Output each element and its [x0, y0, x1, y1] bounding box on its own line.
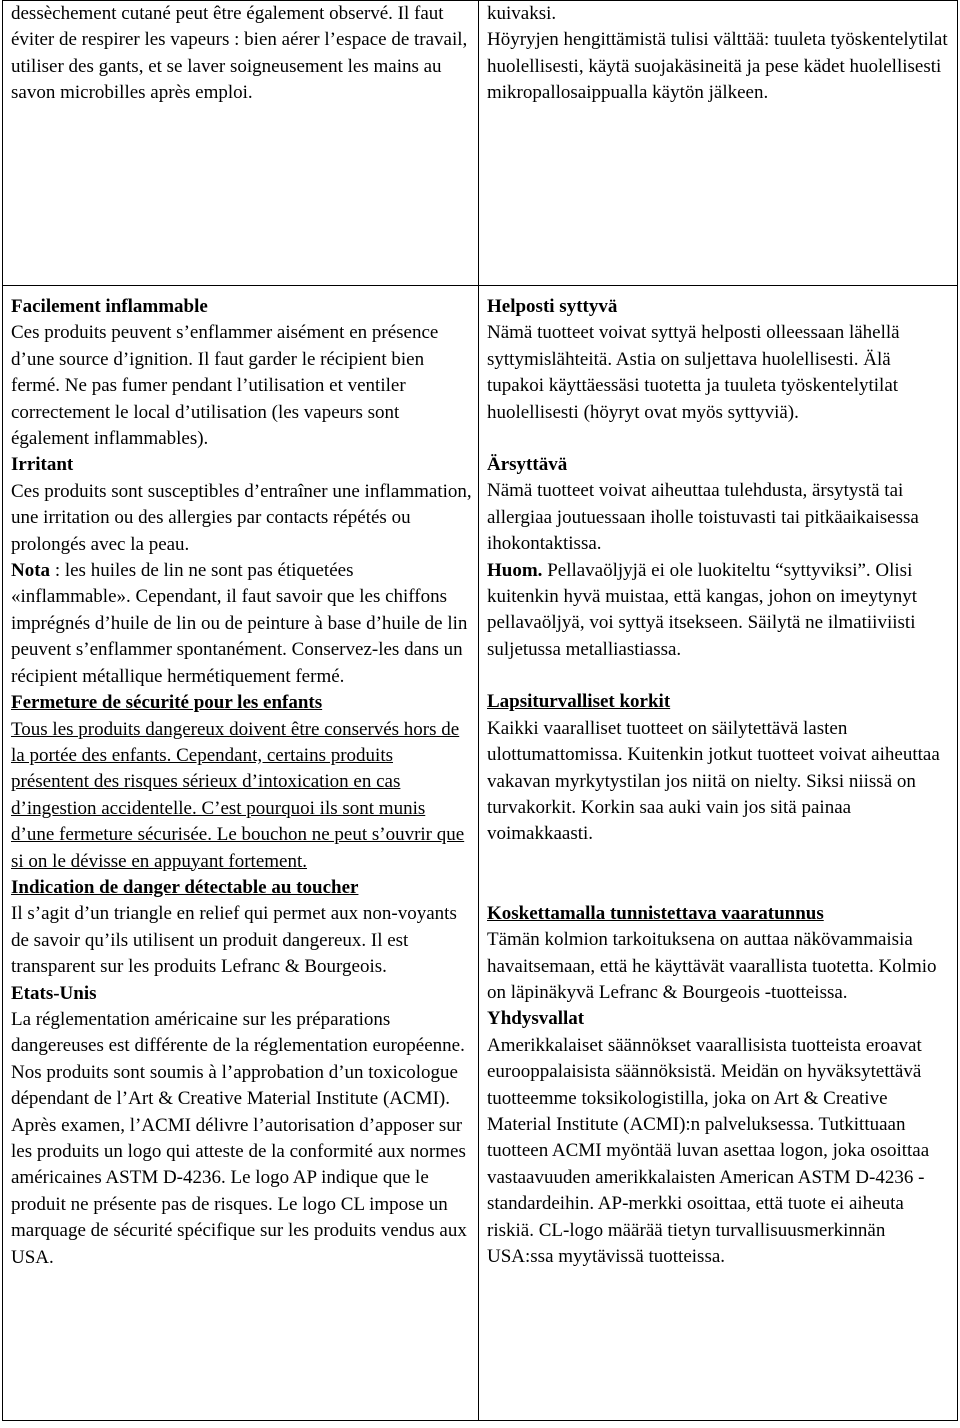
fi-usa-title: Yhdysvallat: [487, 1008, 585, 1030]
fi-continued-text: [487, 1, 951, 107]
fr-flammable-title: Facilement inflammable: [11, 296, 208, 317]
fr-usa-body: La réglementation américaine sur les préparations dangereuses est différente de la réglementation européenne. Nos produits sont soumis à l’approbation d’un toxicologue dépendant de l’Art & Creative Material Institute (ACMI). Après examen, l’ACMI délivre l’autorisation d’apposer sur les produits un logo qui atteste de la conformité aux normes américaines ASTM D-4236. Le logo AP indique que le produit ne présente pas de risques. Le logo CL impose un marquage de sécurité spécifique sur les produits vendus aux USA.: [11, 1008, 467, 1268]
fi-cell-top: [479, 1, 958, 286]
fi-nota-body: Pellavaöljyjä ei ole luokiteltu “syttyviksi”. Olisi kuitenkin hyvä muistaa, että kangas, johon on imeytynyt pellavaöljyä, voi syttyä itsekseen. Säilytä ne ilmatiiviisti suljetussa metalliastiassa.: [487, 559, 918, 660]
fr-continued-text: dessèchement cutané peut être également observé. Il faut éviter de respirer les vapeurs : bien aérer l’espace de travail, utiliser des gants, et se laver soigneusement les mains au savon microbilles après emploi.: [11, 3, 468, 104]
fr-irritant-title: Irritant: [11, 454, 74, 476]
fi-tactile-title: Koskettamalla tunnistettava vaaratunnus: [487, 902, 824, 924]
fr-nota-body: : les huiles de lin ne sont pas étiquetées «inflammable». Cependant, il faut savoir que les chiffons imprégnés d’huile de lin ou de peinture à base d’huile de lin peuvent s’enflammer spontanément. Conservez-les dans un récipient métallique hermétiquement fermé.: [11, 560, 468, 687]
fi-flammable-title: Helposti syttyvä: [487, 296, 618, 317]
fi-irritant-body: Nämä tuotteet voivat aiheuttaa tulehdusta, ärsytystä tai allergiaa joutuessaan iholle toistuvasti tai pitkäaikaisessa ihokontaktissa.: [487, 480, 919, 555]
fr-tactile-title: Indication de danger détectable au toucher: [11, 876, 359, 898]
fi-vapour-text: Höyryjen hengittämistä tulisi välttää: tuuleta työskentelytilat huolellisesti, käytä suojakäsineitä ja pese kädet huolellisesti mikropallosaippualla käytön jälkeen.: [487, 29, 948, 104]
fi-nota-label: Huom.: [487, 559, 543, 581]
fi-child-title: Lapsiturvalliset korkit: [487, 691, 671, 713]
fr-flammable-body: Ces produits peuvent s’enflammer aisément en présence d’une source d’ignition. Il faut garder le récipient bien fermé. Ne pas fumer pendant l’utilisation et ventiler correctement le local d’utilisation (les vapeurs sont également inflammables).: [11, 322, 439, 450]
fi-irritant-title: Ärsyttävä: [487, 454, 568, 476]
fr-cell-main: [3, 286, 479, 1421]
fi-usa-body: Amerikkalaiset säännökset vaarallisista tuotteista eroavat eurooppalaisista säännöksistä. Meidän on hyväksytettävä tuotteemme toksikologistilla, joka on Art & Creative Material Institute (ACMI):n palveluksessa. Tutkittuaan tuotteen ACMI myöntää luvan asettaa logon, joka osoittaa vastaavuuden amerikkalaisten American ASTM D-4236 -standardeihin. AP-merkki osoittaa, että tuote ei aiheuta riskiä. CL-logo määrää tietyn turvallisuusmerkinnän USA:ssa myytävissä tuotteissa.: [487, 1034, 930, 1267]
fr-irritant-body: Ces produits sont susceptibles d’entraîner une inflammation, une irritation ou des allergies par contacts répétés ou prolongés avec la peau.: [11, 480, 472, 555]
fi-continued-word: kuivaksi.: [487, 3, 557, 24]
fr-tactile-body: Il s’agit d’un triangle en relief qui permet aux non-voyants de savoir qu’ils utilisent un produit dangereux. Il est transparent sur les produits Lefranc & Bourgeois.: [11, 903, 457, 978]
fi-cell-main: [479, 286, 958, 1421]
fi-child-body: Kaikki vaaralliset tuotteet on säilytettävä lasten ulottumattomissa. Kuitenkin jotkut tuotteet voivat aiheuttaa vakavan myrkytystilan jos niitä on nielty. Siksi niissä on turvakorkit. Korkin saa auki vain jos sitä painaa voimakkaasti.: [487, 717, 940, 845]
bilingual-table: [2, 0, 958, 1421]
fr-cell-top: [3, 1, 479, 286]
fr-nota-label: Nota: [11, 560, 51, 582]
fr-child-body: Tous les produits dangereux doivent être conservés hors de la portée des enfants. Cependant, certains produits présentent des risques sérieux d’intoxication en cas d’ingestion accidentelle. C’est pourquoi ils sont munis d’une fermeture sécurisée. Le bouchon ne peut s’ouvrir que si on le dévisse en appuyant fortement.: [11, 718, 465, 872]
fr-nota: [11, 558, 472, 690]
document-page: [2, 0, 957, 1421]
fi-nota: [487, 558, 951, 664]
fr-child-title: Fermeture de sécurité pour les enfants: [11, 692, 323, 714]
table-row: [3, 286, 958, 1421]
table-row: [3, 1, 958, 286]
fr-usa-title: Etats-Unis: [11, 982, 97, 1004]
fi-tactile-body: Tämän kolmion tarkoituksena on auttaa näkövammaisia havaitsemaan, että he käyttävät vaarallista tuotetta. Kolmio on läpinäkyvä Lefranc & Bourgeois -tuotteissa.: [487, 929, 937, 1003]
fi-flammable-body: Nämä tuotteet voivat syttyä helposti olleessaan lähellä syttymislähteitä. Astia on suljettava huolellisesti. Älä tupakoi käyttäessäsi tuotetta ja tuuleta työskentelytilat huolellisesti (höyryt ovat myös syttyviä).: [487, 322, 900, 423]
